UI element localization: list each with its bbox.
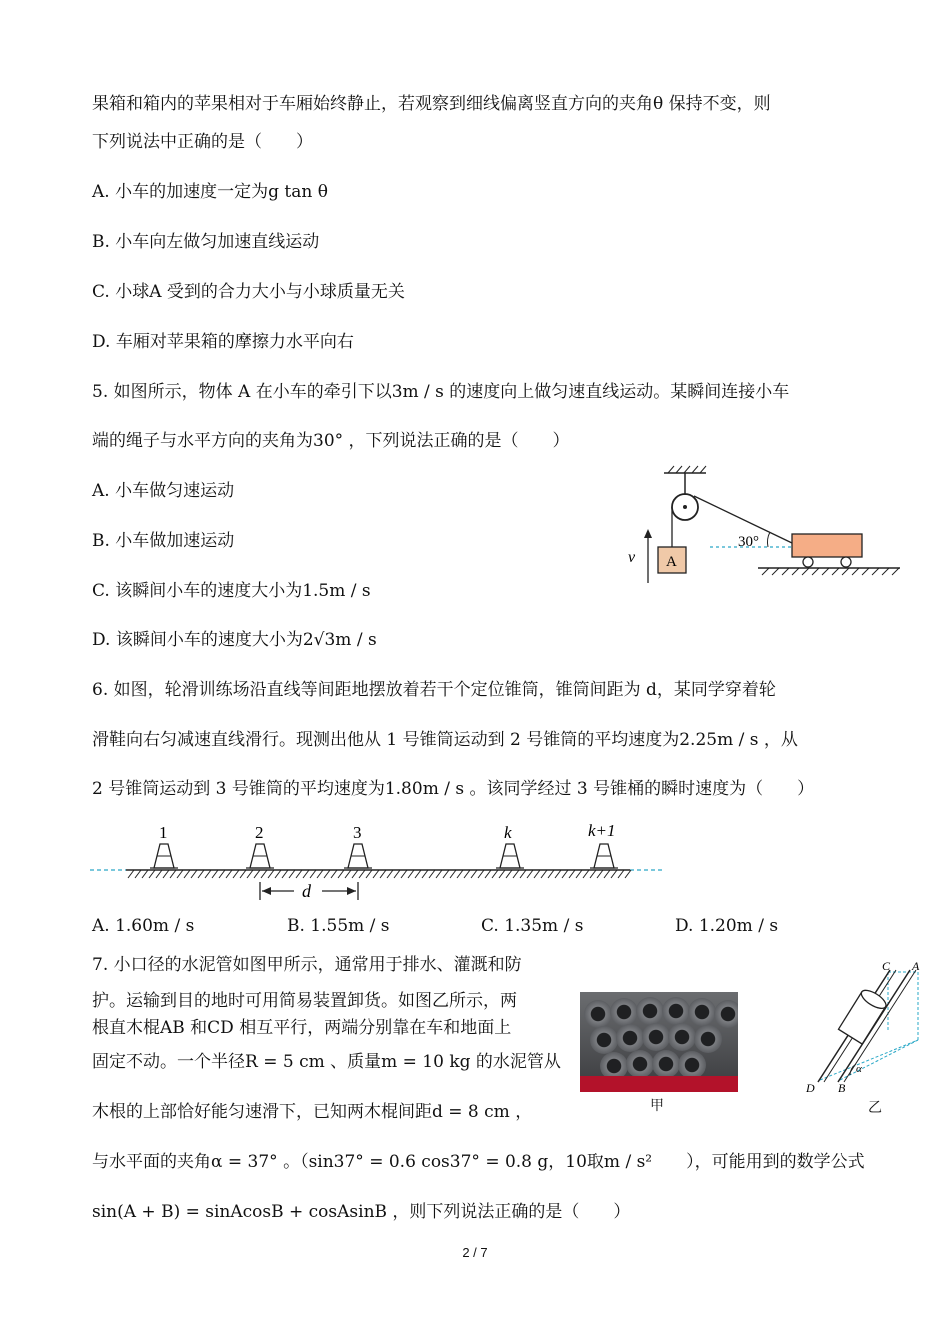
- q7-stem-line-7: sin(A + B) = sinAcosB + cosAsinB ，则下列说法正确的是（ ）: [92, 1202, 631, 1222]
- label-a: A: [912, 960, 920, 973]
- label-c: C: [882, 960, 891, 973]
- q5-block-label: A: [666, 554, 677, 570]
- q5-option-a: A. 小车做匀速运动: [92, 481, 235, 501]
- q4-option-a: A. 小车的加速度一定为g tan θ: [92, 182, 328, 202]
- q7-stem-line-6: 与水平面的夹角α = 37° 。（sin37° = 0.6 cos37° = 0.8 g，10取m / s² ），可能用到的数学公式: [92, 1152, 865, 1172]
- label-b: B: [838, 1081, 846, 1095]
- cone-label-3: 3: [353, 823, 362, 842]
- q4-option-c: C. 小球A 受到的合力大小与小球质量无关: [92, 282, 405, 302]
- q6-option-b: B. 1.55m / s: [287, 916, 390, 936]
- cone-label-k: k: [504, 823, 512, 842]
- q4-option-b: B. 小车向左做匀加速直线运动: [92, 232, 320, 252]
- q5-option-d: D. 该瞬间小车的速度大小为2√3m / s: [92, 630, 377, 650]
- cone-label-1: 1: [159, 823, 168, 842]
- q7-stem-line-1: 7. 小口径的水泥管如图甲所示，通常用于排水、灌溉和防: [92, 955, 522, 975]
- alpha-label: α: [856, 1063, 862, 1075]
- q4-option-d: D. 车厢对苹果箱的摩擦力水平向右: [92, 332, 354, 352]
- q6-option-a: A. 1.60m / s: [92, 916, 195, 936]
- q5-stem-line-2: 端的绳子与水平方向的夹角为30° ，下列说法正确的是（ ）: [92, 431, 570, 451]
- q7-stem-line-4: 固定不动。一个半径R = 5 cm 、质量m = 10 kg 的水泥管从: [92, 1052, 561, 1072]
- cone-label-k-plus-1: k+1: [588, 821, 616, 840]
- label-d: D: [806, 1081, 815, 1095]
- q5-angle-label: 30°: [738, 534, 759, 550]
- q5-stem-line-1: 5. 如图所示，物体 A 在小车的牵引下以3m / s 的速度向上做匀速直线运动。某瞬间连接小车: [92, 382, 790, 402]
- caption-jia: 甲: [650, 1099, 664, 1114]
- q5-option-b: B. 小车做加速运动: [92, 531, 235, 551]
- caption-yi: 乙: [868, 1101, 882, 1116]
- q6-stem-line-1: 6. 如图，轮滑训练场沿直线等间距地摆放着若干个定位锥筒，锥筒间距为 d，某同学穿着轮: [92, 680, 776, 700]
- q4-stem-line-1: 果箱和箱内的苹果相对于车厢始终静止，若观察到细线偏离竖直方向的夹角θ 保持不变，则: [92, 94, 771, 114]
- q5-option-c: C. 该瞬间小车的速度大小为1.5m / s: [92, 581, 371, 601]
- q4-stem-line-2: 下列说法中正确的是（ ）: [92, 132, 313, 152]
- q5-velocity-label: v: [628, 549, 636, 566]
- q6-option-d: D. 1.20m / s: [675, 916, 779, 936]
- q5-pulley-figure: [620, 465, 905, 590]
- q6-stem-line-3: 2 号锥筒运动到 3 号锥筒的平均速度为1.80m / s 。该同学经过 3 号锥桶的瞬时速度为（ ）: [92, 779, 815, 799]
- q6-cone-figure: [90, 818, 665, 908]
- q7-rods-diagram: [800, 960, 930, 1095]
- q7-stem-line-2: 护。运输到目的地时可用简易装置卸货。如图乙所示，两: [92, 991, 517, 1011]
- page-number: 2 / 7: [462, 1245, 488, 1260]
- q7-stem-line-3: 根直木棍AB 和CD 相互平行，两端分别靠在车和地面上: [92, 1018, 512, 1038]
- q6-option-c: C. 1.35m / s: [481, 916, 584, 936]
- q7-stem-line-5: 木根的上部恰好能匀速滑下，已知两木棍间距d = 8 cm ，: [92, 1102, 533, 1122]
- distance-label-d: d: [302, 881, 311, 901]
- cement-pipe-photo: [580, 992, 738, 1092]
- cone-label-2: 2: [255, 823, 264, 842]
- q6-stem-line-2: 滑鞋向右匀减速直线滑行。现测出他从 1 号锥筒运动到 2 号锥筒的平均速度为2.25m / s ，从: [92, 730, 798, 750]
